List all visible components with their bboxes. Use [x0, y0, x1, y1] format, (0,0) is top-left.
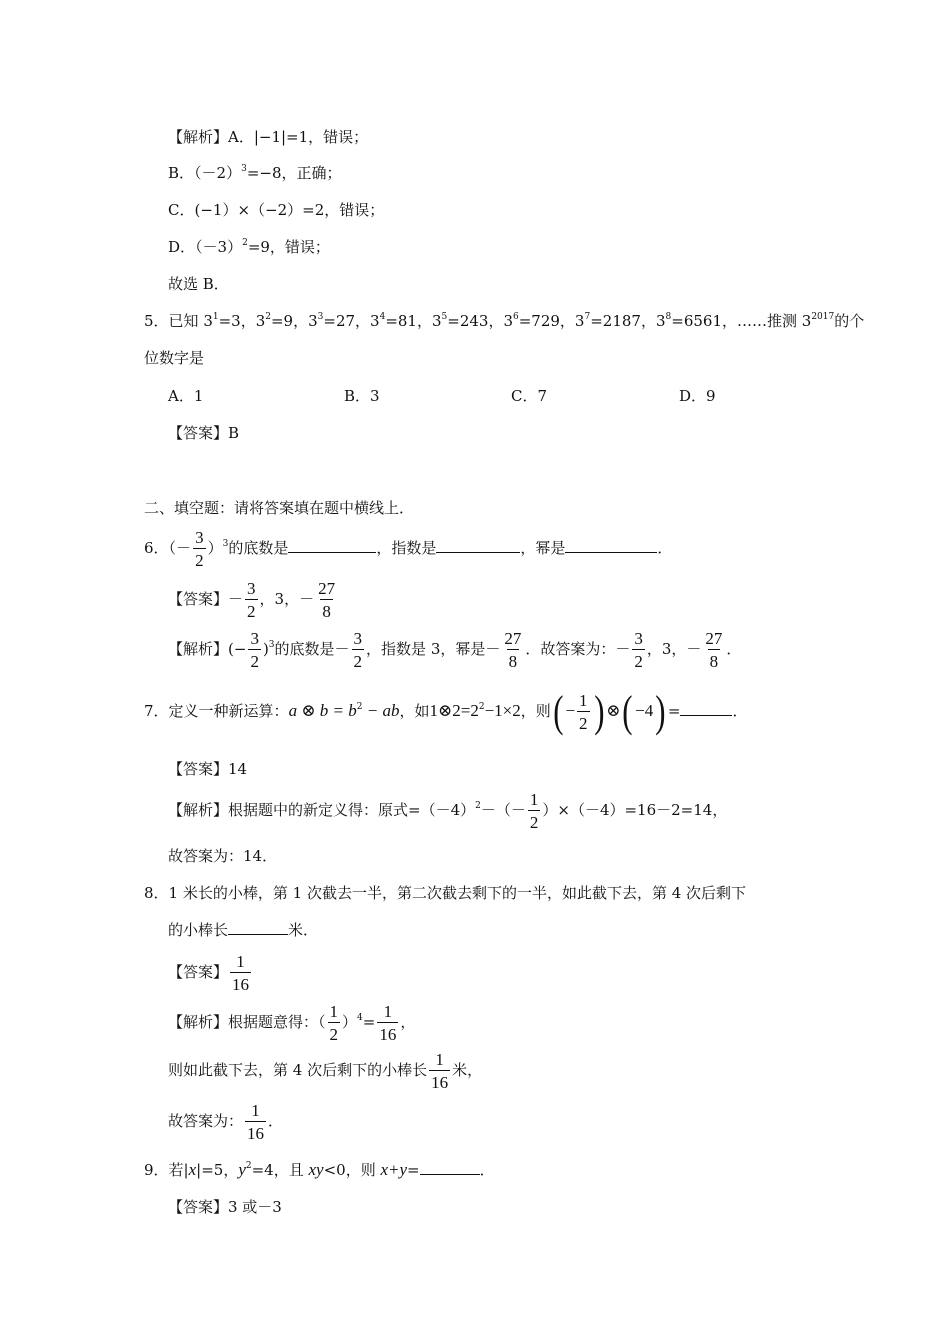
q6-fraction	[193, 529, 206, 569]
q8-analysis-line3	[168, 1101, 283, 1142]
q7-ask-op: ⊗	[606, 701, 621, 720]
q6-an-sup: 3	[268, 640, 275, 650]
q5-option-c: C．7	[511, 387, 548, 405]
q7-definition: a ⊗ b = b	[288, 701, 357, 720]
q6-answer	[168, 579, 339, 620]
fraction-numerator: 3	[247, 579, 256, 598]
q6-an-t3: ．故答案为：－	[525, 640, 631, 658]
q6-t2: ，指数是	[376, 539, 437, 557]
q7-stem	[144, 688, 747, 734]
fraction-numerator: 27	[504, 629, 522, 648]
fraction-denominator: 8	[708, 649, 721, 670]
q7-analysis-fraction	[528, 791, 541, 831]
blank-line	[420, 1160, 480, 1175]
q5-stem	[144, 310, 864, 332]
q6-t4: ．	[657, 539, 673, 557]
q8-analysis	[168, 1002, 415, 1043]
q5-option-b: B．3	[344, 387, 380, 405]
q6-an-fraction-5	[703, 630, 724, 670]
q5-stem-part: =3，3	[218, 312, 266, 330]
q9-stem-c: <0，则	[323, 1161, 381, 1179]
q6-an-fraction-1	[248, 630, 261, 670]
q7-conclusion	[168, 845, 277, 867]
q7-ask-pre: ，则	[520, 702, 551, 720]
fraction-numerator: 1	[435, 1050, 444, 1069]
q7-ask-fraction	[577, 692, 590, 732]
q9-number: 9．	[144, 1161, 169, 1179]
q8-number: 8．	[144, 884, 169, 902]
q7-ask-minus: −	[565, 701, 576, 720]
q8-an-mid: ）	[342, 1013, 358, 1031]
q9-answer-text: 【答案】3 或－3	[168, 1198, 282, 1216]
section2-title-text: 二、填空题：请将答案填在题中横线上．	[144, 499, 415, 517]
q7-analysis	[168, 790, 727, 831]
blank-line	[680, 701, 732, 716]
q5-stem-part: 已知 3	[168, 312, 213, 330]
fraction-numerator: 3	[353, 629, 363, 648]
q6-an-t1: 的底数是－	[274, 640, 350, 658]
q7-example-tail: −1×2	[484, 701, 521, 720]
q8-line3-post: ．	[268, 1112, 284, 1130]
q6-t1: 的底数是	[228, 539, 289, 557]
q8-an-fraction-2	[377, 1003, 398, 1043]
fraction-denominator: 2	[328, 1022, 341, 1043]
q6-an-fraction-4	[632, 630, 645, 670]
q7-analysis-sup: 2	[475, 801, 481, 811]
q8-stem-line1: 1 米长的小棒，第 1 次截去一半，第二次截去剩下的一半，如此截下去，第 4 次后剩下	[168, 884, 747, 902]
q7-def-tail: − ab	[362, 701, 400, 720]
q7-number: 7．	[144, 702, 169, 720]
q8-answer-fraction	[230, 953, 251, 993]
q9-stem	[144, 1159, 495, 1181]
q6-ans-minus: －	[228, 590, 244, 608]
q6-close: ）	[207, 539, 223, 557]
q6-analysis-label: 【解析】	[168, 640, 229, 658]
q6-analysis	[168, 629, 741, 670]
fraction-numerator: 27	[318, 579, 336, 598]
q6-stem	[144, 528, 672, 569]
q5-stem-part: =9，3	[270, 312, 318, 330]
q6-t3: ，幂是	[520, 539, 566, 557]
q5-stem-part: 的个	[834, 312, 865, 330]
q6-open: （－	[168, 539, 192, 557]
q9-stem-a: |=5，	[196, 1161, 239, 1179]
q7-example: 1⊗2=2	[429, 701, 479, 720]
q8-line3-fraction	[245, 1102, 266, 1142]
q6-ans-mid: ，3，－	[259, 590, 315, 608]
fraction-denominator: 8	[320, 599, 333, 620]
q9-var-y: y	[238, 1160, 246, 1179]
q4-b-pre: B．（－2）	[168, 164, 242, 182]
fraction-denominator: 16	[377, 1022, 398, 1043]
q8-line2-pre: 则如此截下去，第 4 次后剩下的小棒长	[168, 1061, 428, 1079]
q6-an-t4: ，3，－	[646, 640, 702, 658]
blank-line	[228, 920, 288, 935]
q8-an-eq: =	[362, 1013, 376, 1031]
q8-line2-post: 米，	[452, 1061, 483, 1079]
q7-conclusion-text: 故答案为：14．	[168, 847, 278, 865]
q5-stem-sup: 8	[665, 312, 672, 322]
q9-stem-b: =4，且	[251, 1161, 309, 1179]
left-paren: (	[622, 687, 633, 736]
q7-analysis-mid: －（－	[480, 801, 526, 819]
fraction-denominator: 16	[429, 1070, 450, 1091]
q5-answer-text: 【答案】B	[168, 424, 240, 442]
fraction-numerator: 3	[250, 629, 259, 648]
q9-answer	[168, 1196, 282, 1218]
q7-ask-eq: =	[667, 702, 681, 720]
q9-stem-d: =	[407, 1161, 420, 1179]
q8-line2-fraction	[429, 1051, 450, 1091]
q6-number: 6．	[144, 539, 169, 557]
fraction-numerator: 3	[195, 528, 204, 547]
fraction-denominator: 16	[245, 1121, 266, 1142]
fraction-denominator: 2	[193, 548, 206, 569]
q5-stem-part: =81，3	[385, 312, 442, 330]
q5-option-a: A．1	[168, 387, 204, 405]
q8-analysis-label: 【解析】根据题意得：（	[168, 1013, 326, 1031]
q7-analysis-post: ）×（－4）=16－2=14，	[542, 801, 728, 819]
q4-b-sup: 3	[241, 164, 247, 174]
fraction-denominator: 2	[528, 810, 541, 831]
q9-y-sup: 2	[245, 1161, 252, 1171]
q5-options	[168, 385, 768, 407]
q4-conclusion	[168, 273, 229, 295]
q9-var-x: x	[188, 1160, 197, 1179]
q4-conclusion-text: 故选 B．	[168, 275, 229, 293]
q4-analysis-b	[168, 162, 342, 184]
q7-example-sup: 2	[478, 702, 485, 712]
blank-line	[436, 538, 520, 553]
q5-stem-sup: 6	[513, 312, 519, 322]
q8-stem-line2-pre: 的小棒长	[168, 921, 229, 939]
q4-analysis-a	[168, 126, 368, 148]
q6-an-open: (−	[228, 640, 247, 658]
blank-line	[288, 538, 376, 553]
q4-analysis-d	[168, 236, 330, 258]
q7-ask-m4: −4	[635, 701, 654, 720]
q8-answer-label: 【答案】	[168, 963, 229, 981]
q5-option-d: D．9	[679, 387, 716, 405]
q5-stem-part: =6561，……推测 3	[671, 312, 812, 330]
q9-stem-pre: 若|	[168, 1161, 189, 1179]
q8-stem	[144, 882, 746, 904]
q5-stem-sup: 2	[265, 312, 271, 322]
q4-analysis-a-text: 【解析】A．|−1|=1，错误；	[168, 128, 369, 146]
q8-analysis-line2	[168, 1050, 482, 1091]
q5-answer	[168, 422, 239, 444]
fraction-denominator: 2	[632, 649, 645, 670]
q5-stem-sup: 5	[441, 312, 448, 322]
q5-stem-line2-text: 位数字是	[144, 349, 205, 367]
fraction-denominator: 2	[245, 599, 258, 620]
fraction-denominator: 16	[230, 972, 251, 993]
fraction-numerator: 3	[634, 629, 643, 648]
q5-stem-sup: 4	[379, 312, 386, 322]
q9-stem-end: ．	[479, 1161, 495, 1179]
fraction-denominator: 2	[577, 711, 590, 732]
fraction-numerator: 1	[329, 1002, 339, 1021]
fraction-denominator: 2	[352, 649, 365, 670]
q6-ans-fraction-1	[245, 580, 258, 620]
right-paren: )	[655, 687, 666, 736]
q8-line3-pre: 故答案为：	[168, 1112, 244, 1130]
q5-stem-part: =27，3	[323, 312, 380, 330]
q7-answer-text: 【答案】14	[168, 760, 248, 778]
q6-ans-fraction-2	[316, 580, 337, 620]
q5-stem-part: =729，3	[518, 312, 585, 330]
q7-example-pre: ，如	[399, 702, 430, 720]
q6-an-close: )	[262, 640, 269, 658]
q7-analysis-pre: 【解析】根据题中的新定义得：原式=（－4）	[168, 801, 476, 819]
q5-stem-part: =2187，3	[590, 312, 666, 330]
q6-an-t5: ．	[726, 640, 742, 658]
q8-stem-line2	[168, 919, 318, 941]
fraction-denominator: 8	[507, 649, 520, 670]
q8-stem-line2-post: 米．	[288, 921, 319, 939]
blank-line	[565, 538, 657, 553]
q5-stem-sup: 7	[584, 312, 591, 322]
fraction-numerator: 1	[579, 691, 588, 710]
q4-d-post: =9，错误；	[247, 238, 330, 256]
fraction-numerator: 1	[383, 1002, 393, 1021]
q8-an-fraction-1	[328, 1003, 341, 1043]
q5-stem-sup: 2017	[811, 312, 835, 322]
q4-analysis-c	[168, 199, 384, 221]
q8-answer	[168, 952, 253, 993]
q9-var-xy: xy	[308, 1160, 324, 1179]
right-paren: )	[593, 687, 605, 736]
q5-stem-sup: 1	[212, 312, 219, 322]
q7-intro: 定义一种新运算：	[168, 702, 289, 720]
q7-answer	[168, 758, 247, 780]
q4-d-pre: D．（－3）	[168, 238, 243, 256]
q5-stem-part: =243，3	[447, 312, 513, 330]
fraction-denominator: 2	[248, 649, 261, 670]
section2-title	[144, 497, 414, 519]
fraction-numerator: 1	[251, 1101, 260, 1120]
left-paren: (	[552, 687, 564, 736]
q7-def-sup: 2	[356, 702, 363, 712]
q5-stem-sup: 3	[317, 312, 324, 322]
q6-sup: 3	[222, 539, 229, 549]
q7-ask-end: ．	[732, 702, 748, 720]
q6-an-fraction-3	[502, 630, 523, 670]
q5-number: 5．	[144, 312, 169, 330]
q4-d-sup: 2	[242, 238, 248, 248]
fraction-numerator: 27	[705, 629, 723, 648]
fraction-numerator: 1	[529, 790, 539, 809]
fraction-numerator: 1	[236, 952, 245, 971]
q6-an-t2: ，指数是 3，幂是－	[366, 640, 501, 658]
q9-var-xpy: x+y	[380, 1160, 408, 1179]
q5-stem-line2	[144, 347, 204, 369]
q4-b-post: =−8，正确；	[246, 164, 342, 182]
q4-c-text: C．(−1）×（−2）=2，错误；	[168, 201, 385, 219]
q6-an-fraction-2	[352, 630, 365, 670]
q8-an-sup: 4	[357, 1013, 363, 1023]
q6-answer-label: 【答案】	[168, 590, 229, 608]
q8-an-end: ，	[400, 1013, 416, 1031]
